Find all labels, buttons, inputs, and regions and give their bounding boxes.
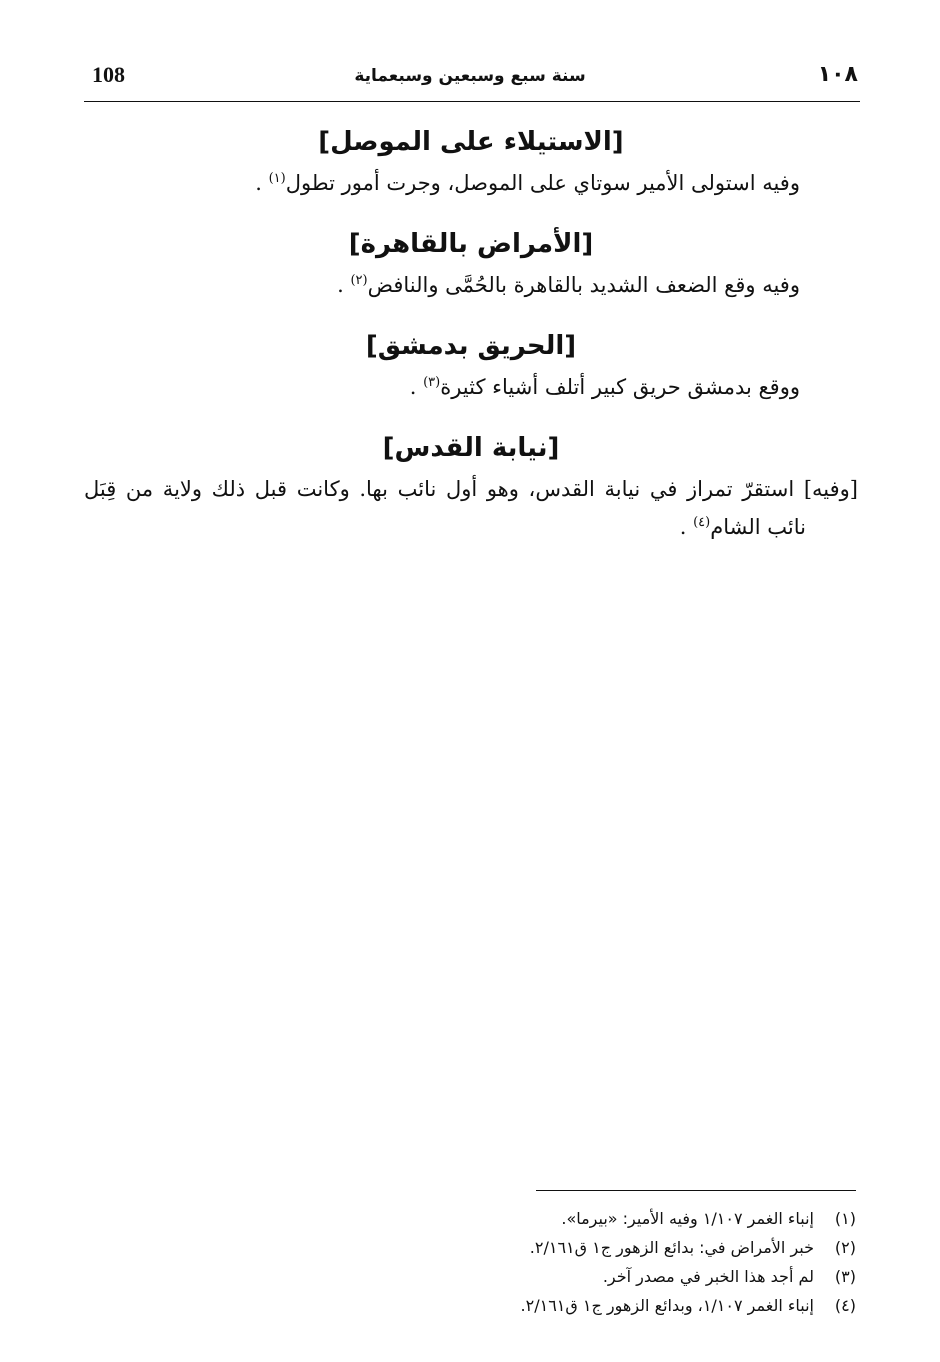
footnote-2	[84, 1233, 856, 1262]
footnote-rule	[536, 1190, 856, 1191]
footnote-number: (١)	[834, 1209, 856, 1228]
footnote-text: خبر الأمراض في: بدائع الزهور ج١ ق٢/١٦١.	[529, 1238, 814, 1257]
footnote-4	[84, 1291, 856, 1320]
footnote-text: لم أجد هذا الخبر في مصدر آخر.	[602, 1267, 814, 1286]
paragraph-text: ووقع بدمشق حريق كبير أتلف أشياء كثيرة	[440, 375, 800, 399]
footnote-text: إنباء الغمر ١/١٠٧، وبدائع الزهور ج١ ق٢/١٦١.	[520, 1296, 814, 1315]
paragraph-end: .	[409, 375, 424, 399]
section-title-cairo-diseases: [الأمراض بالقاهرة]	[348, 229, 594, 259]
paragraph-text: [وفيه] استقرّ تمراز في نيابة القدس، وهو أول نائب بها. وكانت قبل ذلك ولاية من قِبَل نائب الشام	[84, 477, 858, 539]
section-title-jerusalem: [نيابة القدس]	[382, 433, 560, 463]
footnote-ref: (٤)	[693, 515, 711, 530]
footnote-number: (٢)	[834, 1238, 856, 1257]
running-title: سنة سبع وسبعين وسبعماية	[354, 66, 586, 86]
footnote-3	[84, 1262, 856, 1291]
page-number-latin: 108	[92, 62, 125, 87]
paragraph-damascus-fire	[84, 368, 858, 406]
section-title-mosul: [الاستيلاء على الموصل]	[318, 127, 624, 157]
footnote-ref: (٣)	[423, 375, 441, 390]
footnote-ref: (١)	[268, 171, 286, 186]
paragraph-mosul	[84, 164, 858, 202]
paragraph-text: وفيه وقع الضعف الشديد بالقاهرة بالحُمَّى والنافض	[367, 273, 800, 297]
footnote-text: إنباء الغمر ١/١٠٧ وفيه الأمير: «بيرما».	[561, 1209, 814, 1228]
main-text	[84, 122, 858, 568]
paragraph-cairo-diseases	[84, 266, 858, 304]
paragraph-end: .	[679, 515, 694, 539]
paragraph-end: .	[255, 171, 269, 195]
paragraph-end: .	[337, 273, 351, 297]
paragraph-text: وفيه استولى الأمير سوتاي على الموصل، وجرت أمور تطول	[285, 171, 800, 195]
paragraph-jerusalem	[84, 470, 858, 546]
footnote-number: (٣)	[834, 1267, 856, 1286]
footnote-number: (٤)	[834, 1296, 856, 1315]
header-rule	[84, 101, 860, 102]
footnotes	[84, 1204, 856, 1320]
page-number-arabic: ١٠٨	[817, 62, 858, 87]
footnote-1	[84, 1204, 856, 1233]
footnote-ref: (٢)	[350, 273, 368, 288]
section-title-damascus-fire: [الحريق بدمشق]	[365, 331, 577, 361]
